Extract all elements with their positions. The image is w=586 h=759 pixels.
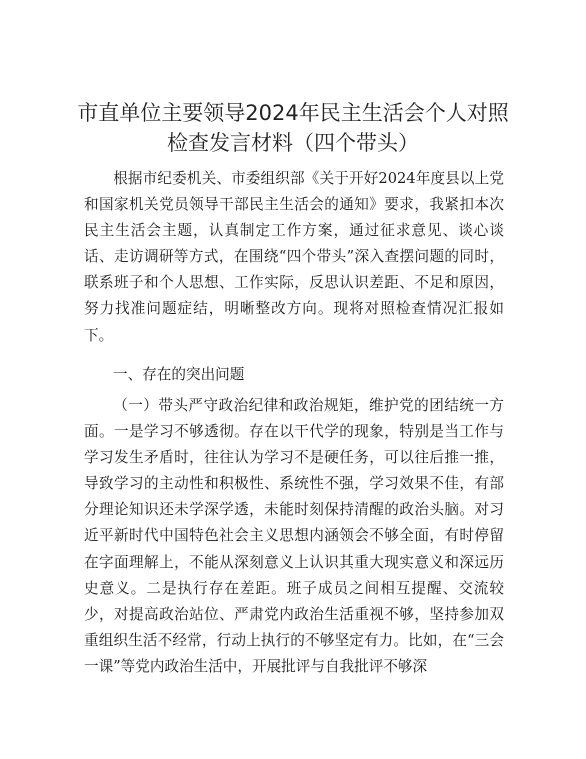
section-heading: 一、存在的突出问题	[113, 366, 245, 383]
intro-paragraph: 根据市纪委机关、市委组织部《关于开好2024年度县以上党和国家机关党员领导干部民主生活会的通知》要求，我紧扣本次民主生活会主题，认真制定工作方案，通过征求意见、谈心谈话、走访调研等方式，在围绕“四个带头”深入查摆问题的同时，联系班子和个人思想、工作实际，反思认识差距、不足和原因，努力找准问题症结，明晰整改方向。现将对照检查情况汇报如下。	[84, 170, 504, 344]
document-title-line-1: 市直单位主要领导2024年民主生活会个人对照	[77, 101, 509, 125]
section-paragraph: （一）带头严守政治纪律和政治规矩，维护党的团结统一方面。一是学习不够透彻。存在以干代学的现象，特别是当工作与学习发生矛盾时，往往认为学习不是硬任务，可以往后推一推，导致学习的主动性和积极性、系统性不强，学习效果不佳，有部分理论知识还未学深学透，未能时刻保持清醒的政治头脑。对习近平新时代中国特色社会主义思想内涵领会不够全面，有时停留在字面理解上，不能从深刻意义上认识其重大现实意义和深远历史意义。二是执行存在差距。班子成员之间相互提醒、交流较少，对提高政治站位、严肃党内政治生活重视不够，坚持参加双重组织生活不经常，行动上执行的不够坚定有力。比如，在“三会一课”等党内政治生活中，开展批评与自我批评不够深	[84, 397, 504, 675]
document-title-line-2: 检查发言材料（四个带头）	[167, 131, 419, 155]
